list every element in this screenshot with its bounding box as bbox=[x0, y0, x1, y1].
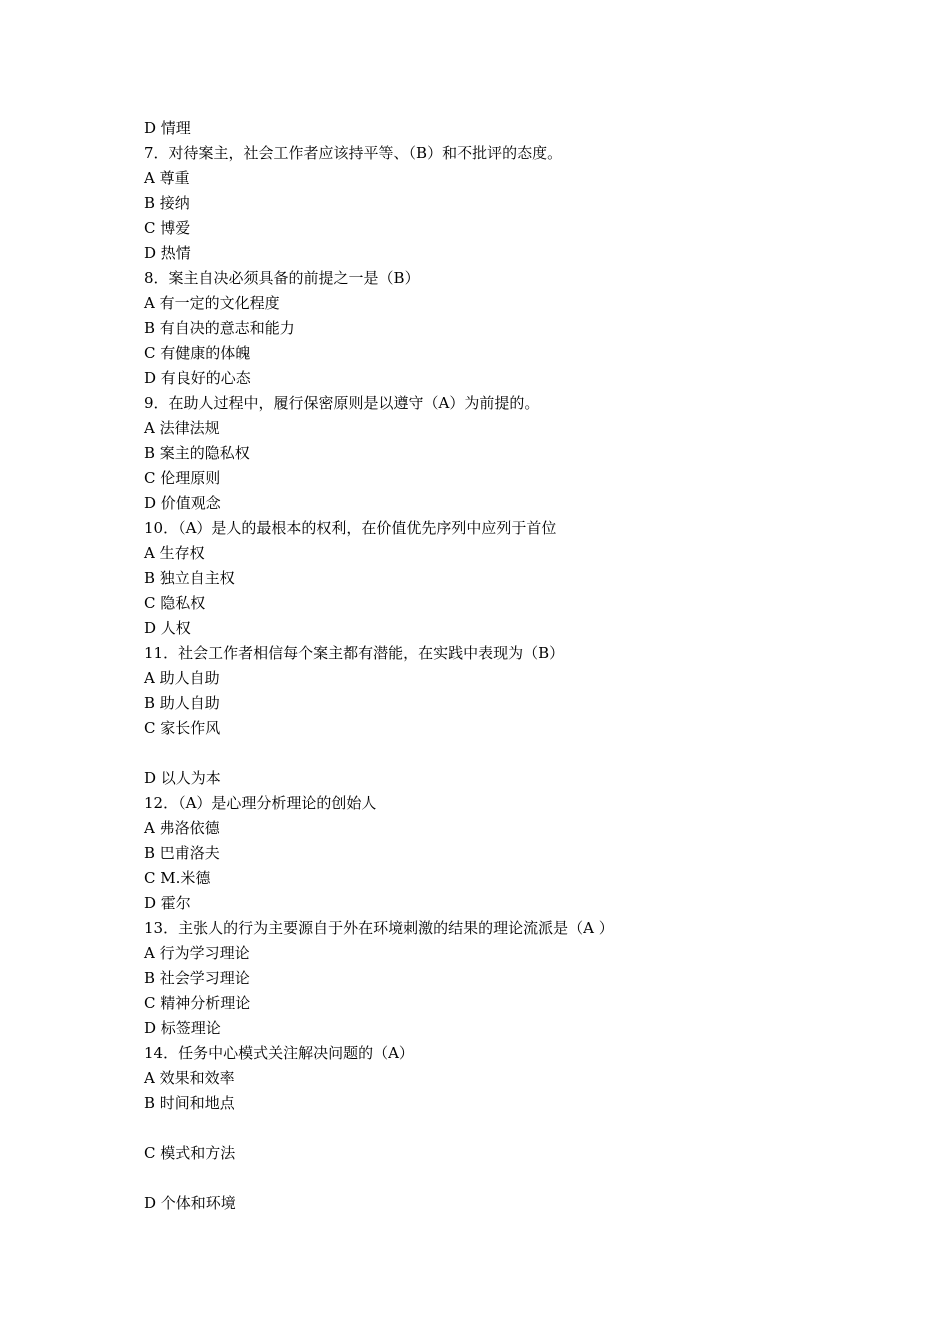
option-line: A 法律法规 bbox=[144, 419, 220, 437]
question-line: 10．（A）是人的最根本的权利，在价值优先序列中应列于首位 bbox=[144, 519, 557, 537]
blank-line bbox=[144, 1166, 864, 1191]
option-line: A 行为学习理论 bbox=[144, 944, 250, 962]
question-line: 14．任务中心模式关注解决问题的（A） bbox=[144, 1044, 414, 1062]
option-line: B 社会学习理论 bbox=[144, 969, 250, 987]
option-line: D 有良好的心态 bbox=[144, 369, 251, 387]
option-line: B 接纳 bbox=[144, 194, 190, 212]
option-line: D 标签理论 bbox=[144, 1019, 221, 1037]
question-line: 8．案主自决必须具备的前提之一是（B） bbox=[144, 269, 420, 287]
option-line: D 以人为本 bbox=[144, 769, 221, 787]
question-line: 13．主张人的行为主要源自于外在环境刺激的结果的理论流派是（A ） bbox=[144, 919, 614, 937]
option-line: B 时间和地点 bbox=[144, 1094, 235, 1112]
option-line: C 有健康的体魄 bbox=[144, 344, 251, 362]
option-line: A 效果和效率 bbox=[144, 1069, 235, 1087]
option-line: D 情理 bbox=[144, 119, 191, 137]
option-line: C M.米德 bbox=[144, 869, 211, 887]
option-line: B 案主的隐私权 bbox=[144, 444, 250, 462]
question-line: 12．（A）是心理分析理论的创始人 bbox=[144, 794, 377, 812]
blank-line bbox=[144, 1116, 864, 1141]
option-line: A 尊重 bbox=[144, 169, 190, 187]
option-line: C 家长作风 bbox=[144, 719, 221, 737]
option-line: D 人权 bbox=[144, 619, 191, 637]
option-line: C 隐私权 bbox=[144, 594, 206, 612]
option-line: C 精神分析理论 bbox=[144, 994, 251, 1012]
option-line: C 伦理原则 bbox=[144, 469, 221, 487]
option-line: B 有自决的意志和能力 bbox=[144, 319, 295, 337]
option-line: D 霍尔 bbox=[144, 894, 191, 912]
option-line: C 博爱 bbox=[144, 219, 191, 237]
blank-line bbox=[144, 741, 864, 766]
option-line: B 巴甫洛夫 bbox=[144, 844, 220, 862]
document-page bbox=[144, 116, 864, 1216]
option-line: A 弗洛依德 bbox=[144, 819, 220, 837]
option-line: D 价值观念 bbox=[144, 494, 221, 512]
question-line: 9．在助人过程中，履行保密原则是以遵守（A）为前提的。 bbox=[144, 394, 540, 412]
option-line: D 热情 bbox=[144, 244, 191, 262]
option-line: B 助人自助 bbox=[144, 694, 220, 712]
option-line: A 有一定的文化程度 bbox=[144, 294, 280, 312]
option-line: C 模式和方法 bbox=[144, 1144, 236, 1162]
option-line: D 个体和环境 bbox=[144, 1194, 236, 1212]
option-line: A 生存权 bbox=[144, 544, 205, 562]
option-line: B 独立自主权 bbox=[144, 569, 235, 587]
option-line: A 助人自助 bbox=[144, 669, 220, 687]
question-line: 7．对待案主，社会工作者应该持平等、（B）和不批评的态度。 bbox=[144, 144, 563, 162]
question-line: 11．社会工作者相信每个案主都有潜能，在实践中表现为（B） bbox=[144, 644, 565, 662]
